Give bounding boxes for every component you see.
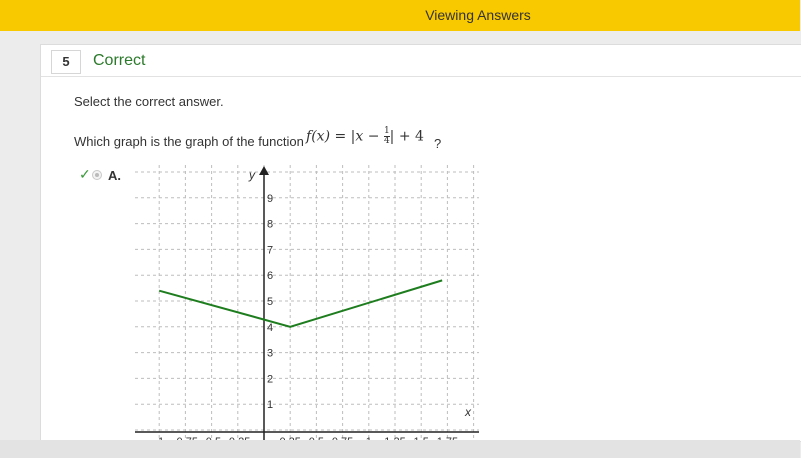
y-tick-label: 6 [267,270,274,283]
graph-series [159,280,442,326]
y-axis-label: y [249,168,255,182]
y-tick-label: 3 [267,347,274,360]
option-a-label: A. [108,168,121,183]
y-axis-arrow [259,166,269,175]
x-axis-label: x [465,405,471,419]
graph-grid [135,165,479,440]
y-tick-label: 7 [267,244,274,257]
y-tick-label: 2 [267,373,274,386]
header-bar [0,0,800,31]
instruction-text: Select the correct answer. [74,94,224,109]
y-tick-label: 8 [267,218,274,231]
option-a-graph [135,165,479,440]
question-text: Which graph is the graph of the function [74,134,304,149]
checkmark-icon: ✓ [79,166,91,182]
question-number: 5 [51,50,81,74]
status-label: Correct [93,52,146,69]
graph-axes [135,166,479,440]
y-tick-label: 9 [267,192,274,205]
option-a-radio[interactable] [92,170,102,180]
y-tick-label: 4 [267,321,274,334]
bottom-bar [0,440,800,458]
page-title: Viewing Answers [425,7,531,23]
graph-tick-labels [154,193,458,448]
formula-x: x [316,128,325,145]
function-formula: f(x) = |x − $\frac{1}{4}$ | + 4 [306,126,424,146]
y-tick-label: 5 [267,296,274,308]
graph-line [159,280,442,326]
question-header [41,45,801,77]
y-tick-label: 1 [267,399,274,412]
formula-f: f [306,128,312,145]
question-mark: ? [434,136,442,151]
